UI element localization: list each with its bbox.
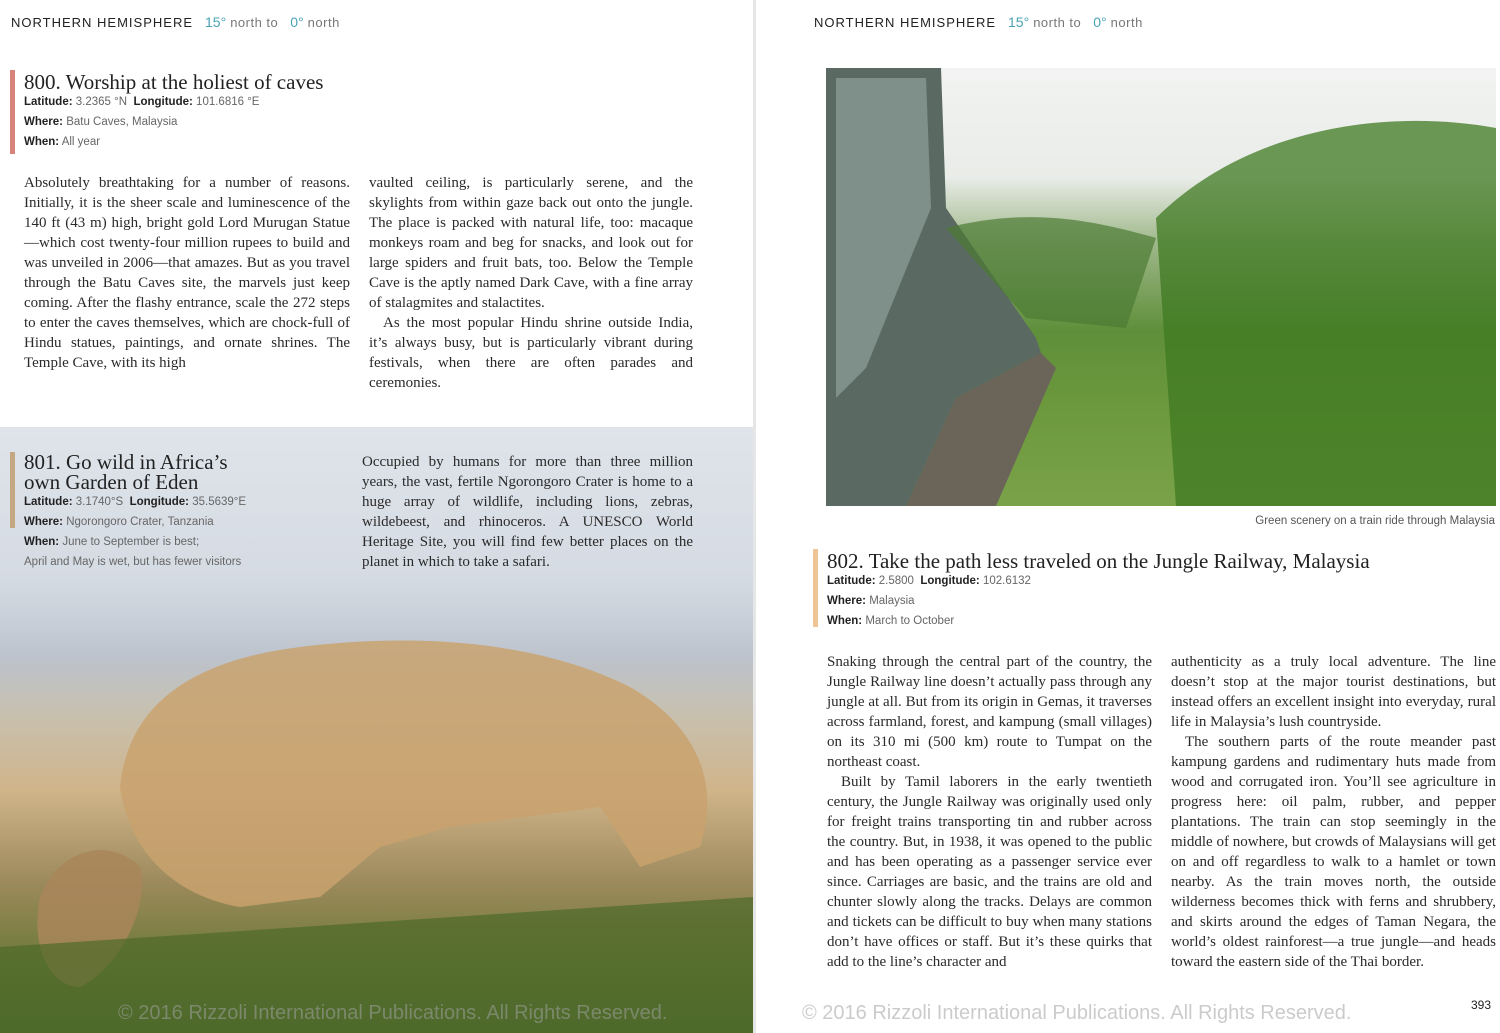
entry-800-header xyxy=(10,70,323,152)
entry-title: 802. Take the path less traveled on the Jungle Railway, Malaysia xyxy=(827,549,1370,573)
entry-801-column-1: Occupied by humans for more than three million years, the vast, fertile Ngorongoro Crater is home to a huge array of wildlife, including lions, zebras, wildebeest, and rhinoceros. A UNESCO World Heritage Site, you will find few better places on the planet in which to take a safari. xyxy=(362,454,693,570)
accent-bar xyxy=(813,549,818,627)
train-photo xyxy=(826,68,1496,506)
page-number: 393 xyxy=(1471,998,1492,1012)
entry-title-line-1: 801. Go wild in Africa’s xyxy=(24,450,228,474)
entry-title: 800. Worship at the holiest of caves xyxy=(24,70,324,94)
section-name: NORTHERN HEMISPHERE xyxy=(814,15,997,30)
entry-800-column-2: vaulted ceiling, is particularly serene, and the skylights from within gaze back out onto the jungle. The place is packed with natural life, too: macaque monkeys roam and beg for snacks, and look out for large spiders and fruit bats, too. Below the Temple Cave is the aptly named Dark Cave, with a fine array of stalagmites and stalactites. As the most popular Hindu shrine outside India, it’s always busy, but is particularly vibrant during festivals, when there are often parades and ceremonies. xyxy=(369,175,693,391)
from-label: north to xyxy=(230,15,279,30)
to-label: north xyxy=(1110,15,1143,30)
right-page xyxy=(756,0,1500,1033)
running-head xyxy=(814,14,1143,30)
where: Where: Batu Caves, Malaysia xyxy=(24,116,178,128)
entry-801-header xyxy=(10,452,246,572)
when-note: April and May is wet, but has fewer visitors xyxy=(24,556,242,568)
accent-bar xyxy=(10,452,15,528)
from-degree: 15° xyxy=(1008,14,1030,30)
when: When: June to September is best; xyxy=(24,536,200,548)
coordinates: Latitude: 2.5800 Longitude: 102.6132 xyxy=(827,575,1031,587)
entry-800-column-1: Absolutely breathtaking for a number of reasons. Initially, it is the sheer scale and luminescence of the 140 ft (43 m) high, bright gold Lord Murugan Statue—which cost twenty-four million rupees to build and was unveiled in 2006—that amazes. But as you travel through the Batu Caves site, the marvels just keep coming. After the flashy entrance, scale the 272 steps to enter the caves themselves, which are chock-full of Hindu statues, paintings, and ornate shrines. The Temple Cave, with its high xyxy=(24,175,350,371)
when: When: March to October xyxy=(827,615,955,627)
from-degree: 15° xyxy=(205,14,227,30)
from-label: north to xyxy=(1033,15,1082,30)
jungle-railway-image xyxy=(826,68,1496,506)
watermark: © 2016 Rizzoli International Publications. All Rights Reserved. xyxy=(118,1002,668,1024)
where: Where: Ngorongoro Crater, Tanzania xyxy=(24,516,214,528)
when: When: All year xyxy=(24,136,101,148)
to-label: north xyxy=(307,15,340,30)
to-degree: 0° xyxy=(1093,14,1107,30)
coordinates: Latitude: 3.2365 °N Longitude: 101.6816 °E xyxy=(24,96,260,108)
watermark: © 2016 Rizzoli International Publications. All Rights Reserved. xyxy=(802,1002,1352,1024)
section-name: NORTHERN HEMISPHERE xyxy=(11,15,194,30)
to-degree: 0° xyxy=(290,14,304,30)
where: Where: Malaysia xyxy=(827,595,915,607)
coordinates: Latitude: 3.1740°S Longitude: 35.5639°E xyxy=(24,496,247,508)
entry-802-column-2: authenticity as a truly local adventure. The line doesn’t stop at the major tourist destinations, but instead offers an excellent insight into everyday, rural life in Malaysia’s lush countryside. The southern parts of the route meander past kampung gardens and rudimentary huts made from wood and corrugated iron. You’ll see agriculture in progress here: oil palm, rubber, and pepper plantations. The train can stop seemingly in the middle of nowhere, but crowds of Malaysians will get on and off regardless to walk to a hamlet or town nearby. As the train moves north, the outside wilderness becomes thick with ferns and shrubbery, and skirts around the edges of Taman Negara, the world’s oldest rainforest—a true jungle—and heads toward the eastern side of the Thai border. xyxy=(1171,654,1496,970)
photo-caption: Green scenery on a train ride through Malaysia xyxy=(1255,515,1495,527)
running-head xyxy=(11,14,340,30)
accent-bar xyxy=(10,70,15,154)
entry-802-column-1: Snaking through the central part of the country, the Jungle Railway line doesn’t actually pass through any jungle at all. But from its origin in Gemas, it traverses across farmland, forest, and kampung (small villages) on its 310 mi (500 km) route to Tumpat on the northeast coast. Built by Tamil laborers in the early twentieth century, the Jungle Railway was originally used only for freight trains transporting tin and rubber across the country. But, in 1938, it was opened to the public and has been operating as a passenger service ever since. Carriages are basic, and the trains are old and chunter slowly along the tracks. Delays are common and tickets can be difficult to buy when many stations don’t have offices or staff. But it’s these quirks that add to the line’s character and xyxy=(827,654,1152,970)
entry-802-header xyxy=(813,549,1370,631)
entry-title-line-2: own Garden of Eden xyxy=(24,470,199,494)
